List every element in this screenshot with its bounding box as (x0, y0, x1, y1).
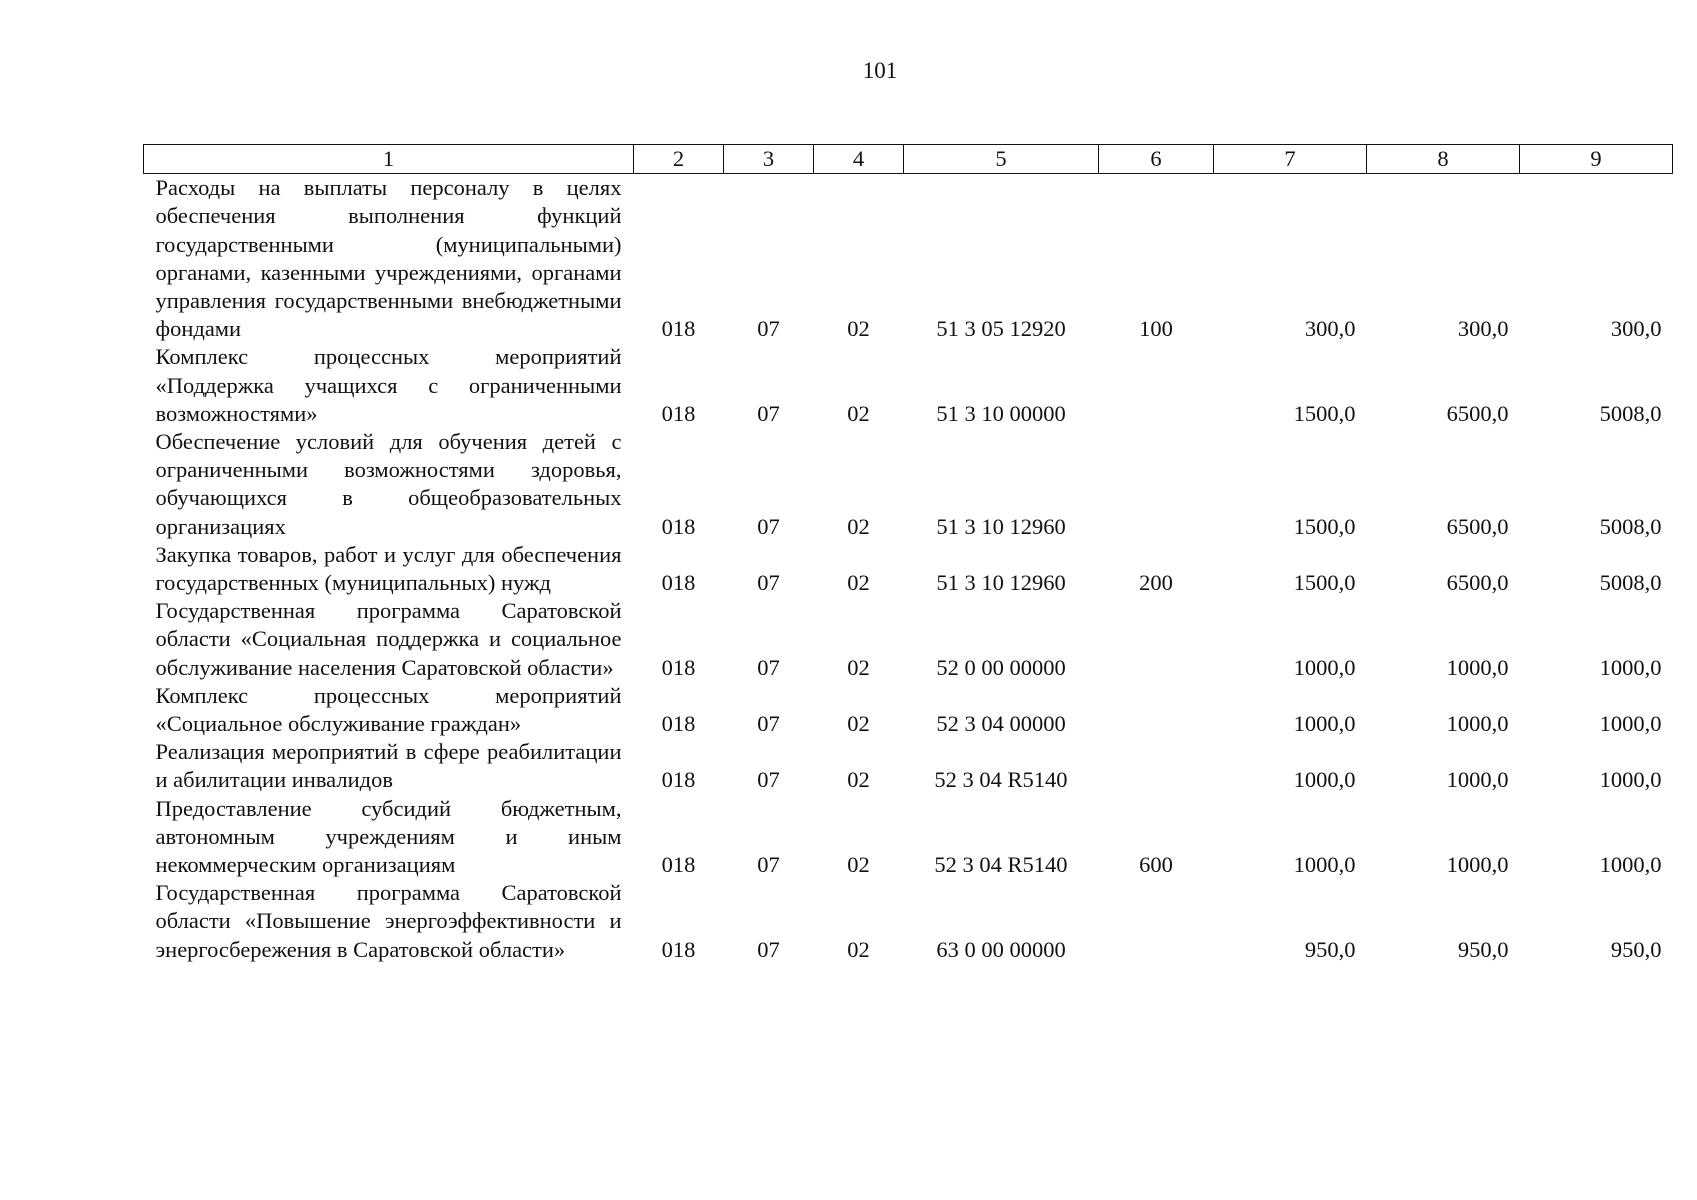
amount-col9: 5008,0 (1599, 570, 1662, 596)
subsection-code: 02 (847, 400, 870, 426)
subsection-code: 02 (847, 711, 870, 737)
header-row (144, 145, 1673, 174)
target-article-code: 63 0 00 00000 (936, 936, 1066, 962)
section-code: 07 (757, 513, 780, 539)
table-row (144, 174, 1673, 344)
ministry-code: 018 (661, 570, 696, 596)
amount-col7: 1000,0 (1293, 711, 1356, 737)
column-header: 2 (634, 145, 724, 174)
table-row (144, 795, 1673, 880)
table-header (144, 145, 1673, 174)
column-header: 3 (724, 145, 814, 174)
target-article-code: 51 3 10 12960 (936, 570, 1066, 596)
section-code: 07 (757, 654, 780, 680)
expense-type-code: 600 (1139, 852, 1173, 878)
amount-col8: 1000,0 (1446, 852, 1509, 878)
row-description: Предоставление субсидий бюджетным, автономным учреждениям и иным некоммерческим организациям (155, 795, 622, 878)
subsection-code: 02 (847, 513, 870, 539)
budget-table (143, 144, 1673, 964)
amount-col7: 1000,0 (1293, 852, 1356, 878)
target-article-code: 51 3 10 00000 (936, 400, 1066, 426)
column-header: 1 (144, 145, 634, 174)
expense-type-code (1099, 428, 1214, 541)
row-description: Реализация мероприятий в сфере реабилитации и абилитации инвалидов (155, 739, 622, 793)
ministry-code: 018 (661, 316, 696, 342)
row-description: Расходы на выплаты персоналу в целях обеспечения выполнения функций государственными (муниципальными) органами, казенными учреждениями, органами управления государственными внебюджетными фондами (155, 175, 622, 342)
expense-type-code: 200 (1139, 570, 1173, 596)
subsection-code: 02 (847, 852, 870, 878)
amount-col8: 950,0 (1457, 936, 1509, 962)
expense-type-code (1099, 879, 1214, 964)
amount-col7: 1500,0 (1293, 400, 1356, 426)
amount-col7: 1500,0 (1293, 513, 1356, 539)
table-row (144, 541, 1673, 597)
expense-type-code (1099, 597, 1214, 682)
target-article-code: 51 3 10 12960 (936, 513, 1066, 539)
row-description: Обеспечение условий для обучения детей с ограниченными возможностями здоровья, обучающихся в общеобразовательных организациях (155, 429, 622, 539)
section-code: 07 (757, 852, 780, 878)
column-header: 4 (814, 145, 904, 174)
ministry-code: 018 (661, 852, 696, 878)
column-header: 8 (1367, 145, 1520, 174)
column-header: 9 (1520, 145, 1673, 174)
section-code: 07 (757, 936, 780, 962)
expense-type-code (1099, 682, 1214, 738)
table-row (144, 682, 1673, 738)
amount-col9: 1000,0 (1599, 711, 1662, 737)
row-description: Комплекс процессных мероприятий «Социальное обслуживание граждан» (155, 682, 622, 737)
expense-type-code (1099, 738, 1214, 794)
page-number: 101 (862, 58, 898, 83)
subsection-code: 02 (847, 570, 870, 596)
target-article-code: 52 3 04 R5140 (934, 767, 1068, 793)
ministry-code: 018 (661, 711, 696, 737)
expense-type-code (1099, 343, 1214, 428)
amount-col8: 300,0 (1457, 316, 1509, 342)
amount-col7: 1000,0 (1293, 767, 1356, 793)
ministry-code: 018 (661, 400, 696, 426)
section-code: 07 (757, 316, 780, 342)
subsection-code: 02 (847, 316, 870, 342)
table-row (144, 879, 1673, 964)
row-description: Государственная программа Саратовской области «Повышение энергоэффективности и энергосбережения в Саратовской области» (155, 880, 622, 962)
amount-col9: 950,0 (1610, 936, 1662, 962)
target-article-code: 52 3 04 00000 (936, 711, 1066, 737)
amount-col9: 1000,0 (1599, 654, 1662, 680)
target-article-code: 52 0 00 00000 (936, 654, 1066, 680)
ministry-code: 018 (661, 513, 696, 539)
amount-col8: 6500,0 (1446, 400, 1509, 426)
table-row (144, 428, 1673, 541)
amount-col7: 1500,0 (1293, 570, 1356, 596)
amount-col9: 5008,0 (1599, 400, 1662, 426)
amount-col9: 1000,0 (1599, 767, 1662, 793)
ministry-code: 018 (661, 654, 696, 680)
subsection-code: 02 (847, 767, 870, 793)
subsection-code: 02 (847, 654, 870, 680)
target-article-code: 51 3 05 12920 (936, 316, 1066, 342)
table-body (144, 174, 1673, 964)
section-code: 07 (757, 767, 780, 793)
table-row (144, 343, 1673, 428)
table-row (144, 738, 1673, 794)
amount-col8: 1000,0 (1446, 654, 1509, 680)
section-code: 07 (757, 570, 780, 596)
amount-col9: 5008,0 (1599, 513, 1662, 539)
ministry-code: 018 (661, 936, 696, 962)
table-row (144, 597, 1673, 682)
amount-col8: 6500,0 (1446, 513, 1509, 539)
amount-col7: 300,0 (1304, 316, 1356, 342)
section-code: 07 (757, 400, 780, 426)
section-code: 07 (757, 711, 780, 737)
amount-col9: 300,0 (1610, 316, 1662, 342)
amount-col8: 1000,0 (1446, 767, 1509, 793)
amount-col7: 950,0 (1304, 936, 1356, 962)
amount-col8: 1000,0 (1446, 711, 1509, 737)
ministry-code: 018 (661, 767, 696, 793)
amount-col9: 1000,0 (1599, 852, 1662, 878)
row-description: Закупка товаров, работ и услуг для обеспечения государственных (муниципальных) нужд (155, 541, 622, 596)
subsection-code: 02 (847, 936, 870, 962)
column-header: 7 (1214, 145, 1367, 174)
row-description: Государственная программа Саратовской области «Социальная поддержка и социальное обслуживание населения Саратовской области» (155, 598, 622, 680)
column-header: 5 (904, 145, 1099, 174)
target-article-code: 52 3 04 R5140 (934, 852, 1068, 878)
amount-col7: 1000,0 (1293, 654, 1356, 680)
row-description: Комплекс процессных мероприятий «Поддержка учащихся с ограниченными возможностями» (155, 344, 622, 426)
expense-type-code: 100 (1139, 316, 1173, 342)
column-header: 6 (1099, 145, 1214, 174)
amount-col8: 6500,0 (1446, 570, 1509, 596)
